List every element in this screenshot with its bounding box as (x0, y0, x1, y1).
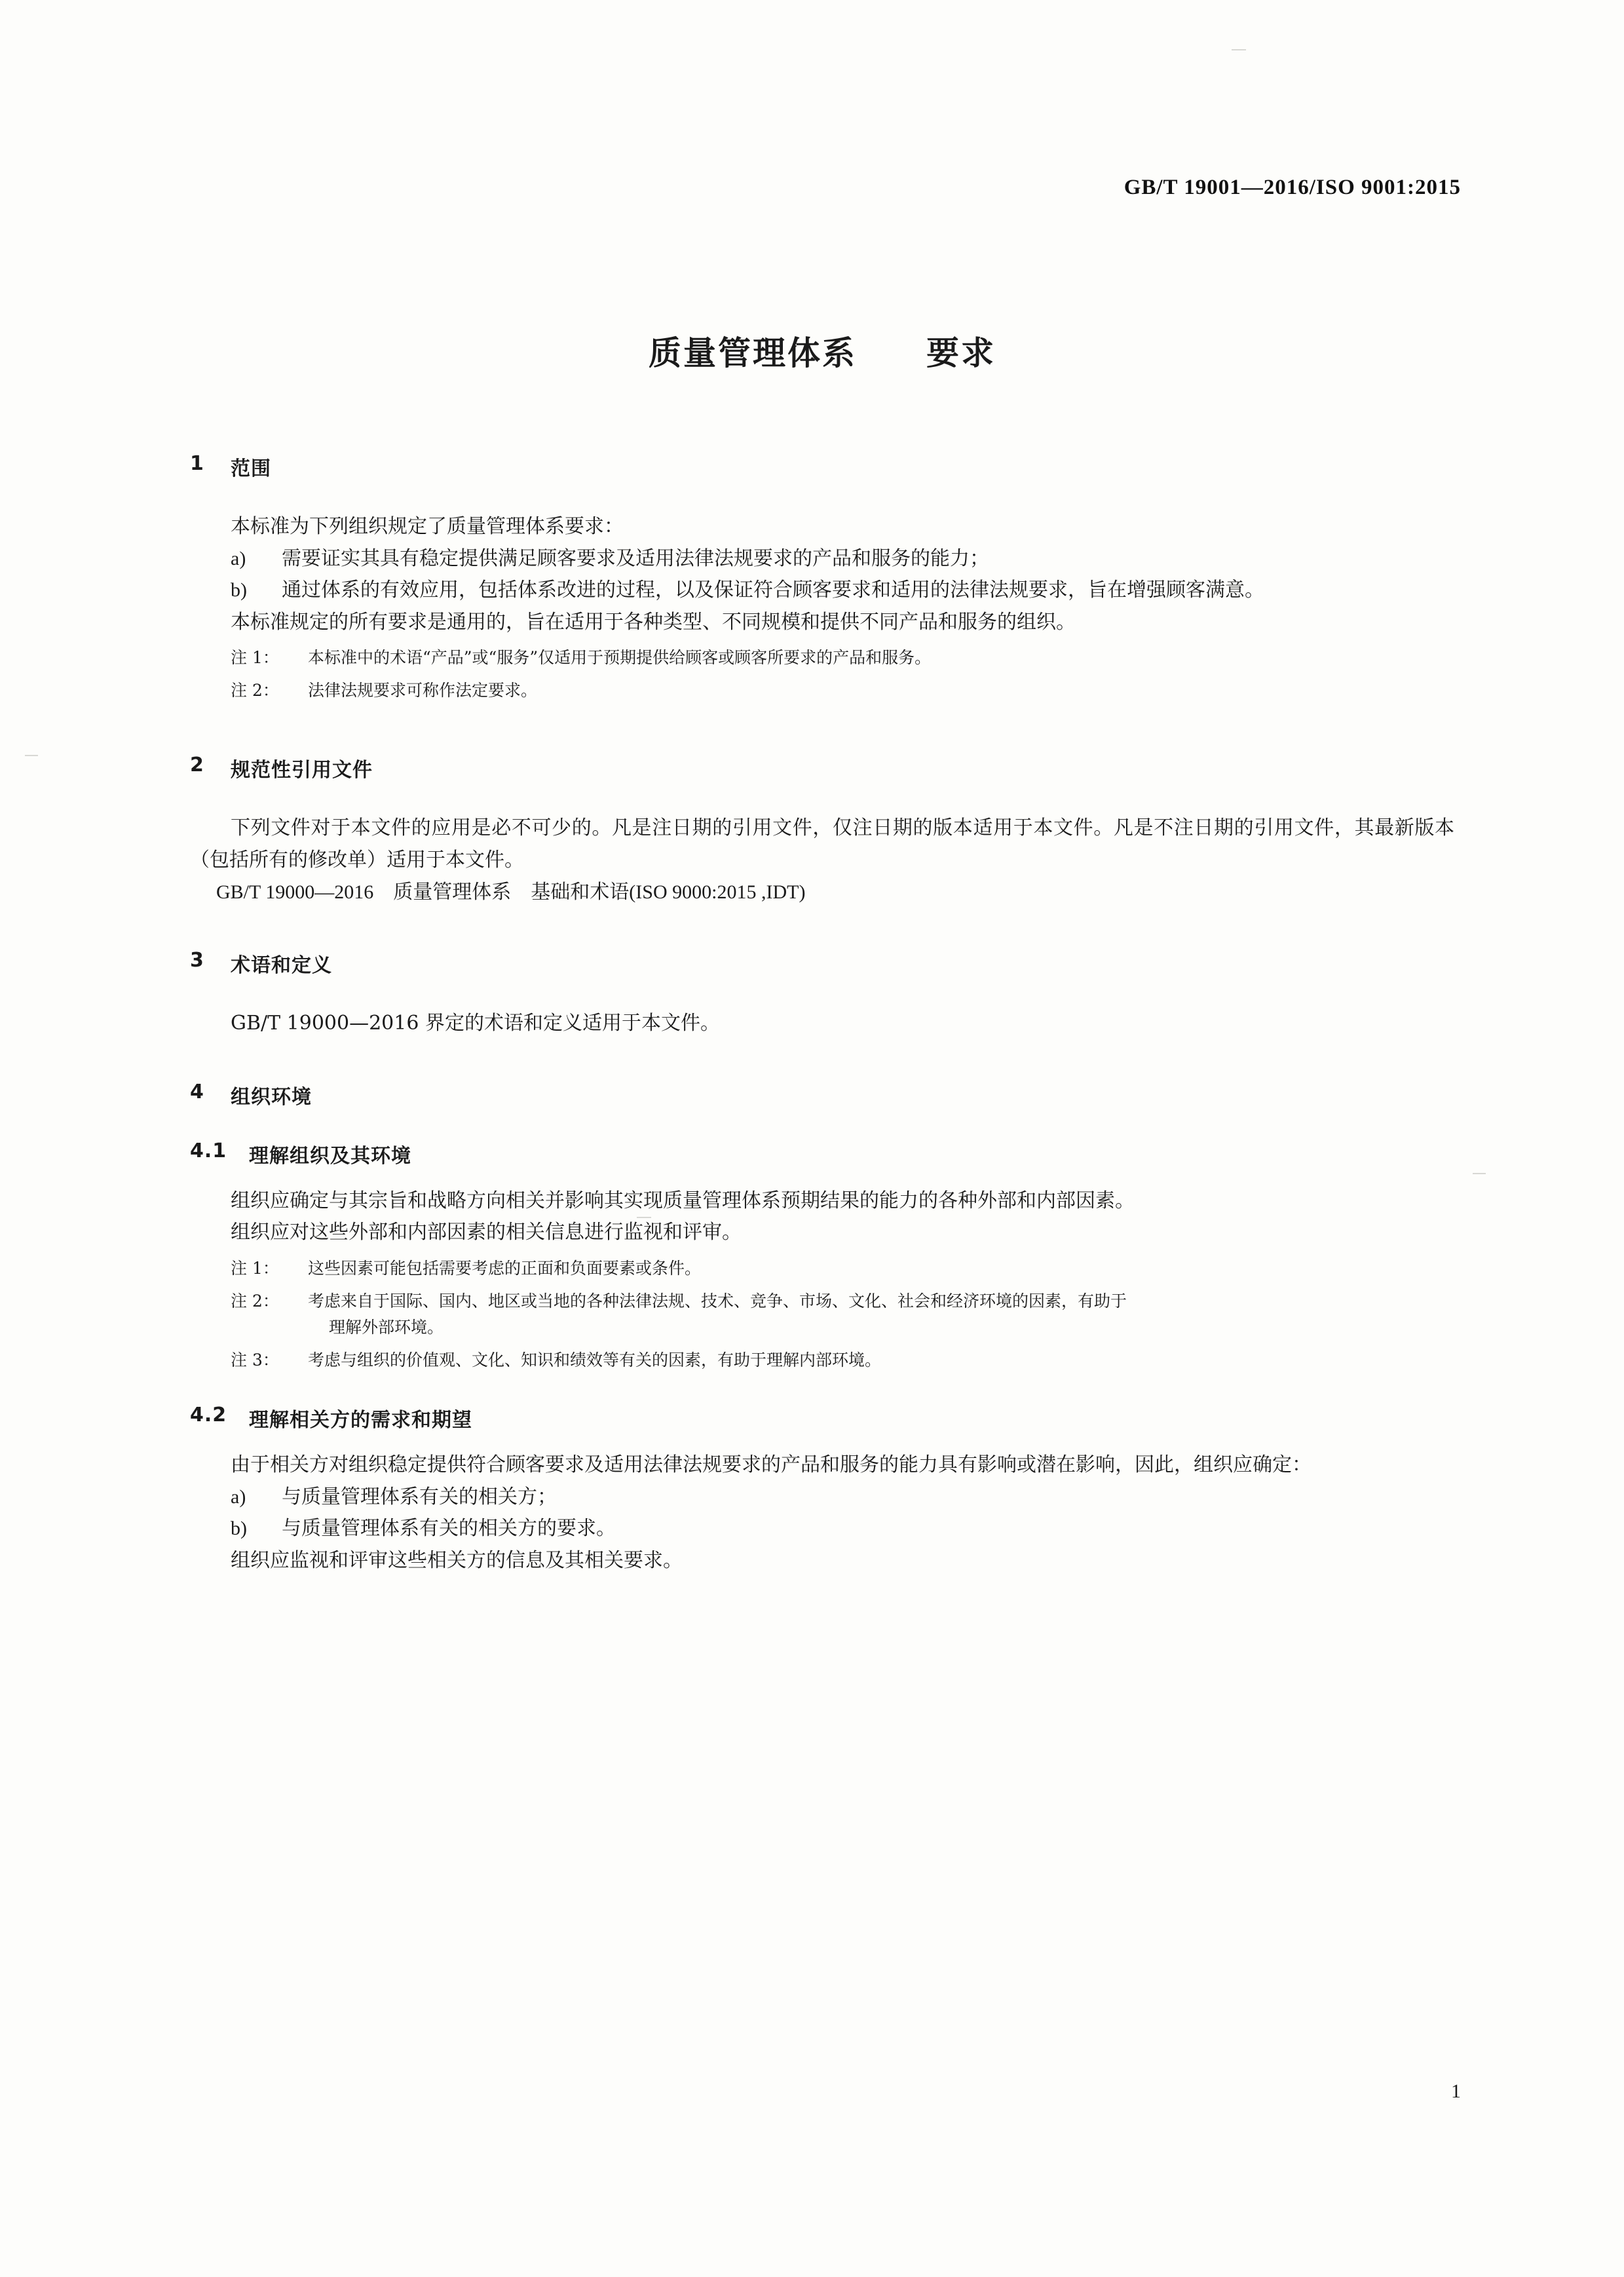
note-label: 注 3： (231, 1350, 279, 1369)
scan-artifact (1473, 1173, 1486, 1174)
clause-3-paragraph: GB/T 19000—2016 界定的术语和定义适用于本文件。 (231, 1012, 720, 1035)
list-marker: b) (231, 579, 247, 602)
clause-2-paragraph: 下列文件对于本文件的应用是必不可少的。凡是注日期的引用文件，仅注日期的版本适用于本文件。凡是不注日期的引用文件，其最新版本（包括所有的修改单）适用于本文件。 (190, 816, 1454, 871)
clause-title-1: 范围 (231, 457, 271, 480)
clause-heading-3 (190, 949, 1454, 978)
note-label: 注 1： (231, 648, 279, 668)
note-label: 注 2： (231, 1291, 279, 1311)
note-text-line-2: 理解外部环境。 (329, 1317, 444, 1337)
list-marker: a) (231, 1485, 246, 1508)
clause-1-closing: 本标准规定的所有要求是通用的，旨在适用于各种类型、不同规模和提供不同产品和服务的组织。 (231, 610, 1076, 634)
clause-4-2-paragraph-1: 由于相关方对组织稳定提供符合顾客要求及适用法律法规要求的产品和服务的能力具有影响或潜在影响，因此，组织应确定： (231, 1453, 1312, 1476)
note-text-line-1: 考虑来自于国际、国内、地区或当地的各种法律法规、技术、竞争、市场、文化、社会和经济环境的因素，有助于 (308, 1291, 1127, 1311)
clause-title-4-1: 理解组织及其环境 (249, 1144, 411, 1168)
clause-4-1-note-2 (231, 1288, 1454, 1341)
list-marker: b) (231, 1518, 247, 1540)
clause-1-item-a (231, 543, 1454, 575)
clause-title-2: 规范性引用文件 (231, 759, 373, 782)
clause-number-2: 2 (190, 754, 204, 777)
note-text: 本标准中的术语“产品”或“服务”仅适用于预期提供给顾客或顾客所要求的产品和服务。 (308, 648, 932, 668)
clause-number-1: 1 (190, 452, 204, 475)
clause-4-1-note-1 (231, 1255, 1454, 1282)
list-text: 与质量管理体系有关的相关方； (282, 1485, 557, 1508)
list-text: 通过体系的有效应用，包括体系改进的过程，以及保证符合顾客要求和适用的法律法规要求，旨在增强顾客满意。 (282, 579, 1264, 602)
page-header-standard-code: GB/T 19001—2016/ISO 9001:2015 (1124, 176, 1461, 199)
clause-heading-4-1 (190, 1139, 1454, 1168)
clause-4-2-closing: 组织应监视和评审这些相关方的信息及其相关要求。 (231, 1548, 683, 1572)
document-title: 质量管理体系 要求 (649, 334, 996, 372)
clause-1-item-b (231, 575, 1454, 607)
note-text (308, 1288, 1454, 1341)
page-number: 1 (1451, 2080, 1461, 2102)
scan-artifact (25, 755, 38, 756)
clause-heading-4-2 (190, 1404, 1454, 1432)
clause-4-2-item-a (231, 1482, 1454, 1514)
clause-heading-1 (190, 452, 1454, 481)
clause-number-4-1: 4.1 (190, 1139, 227, 1162)
note-text: 法律法规要求可称作法定要求。 (308, 681, 538, 700)
clause-4-2-item-b (231, 1513, 1454, 1545)
note-label: 注 1： (231, 1258, 279, 1278)
clause-title-3: 术语和定义 (231, 954, 332, 978)
clause-number-3: 3 (190, 949, 204, 972)
clause-number-4-2: 4.2 (190, 1403, 227, 1426)
document-body (190, 452, 1454, 1577)
clause-heading-4 (190, 1081, 1454, 1109)
clause-number-4: 4 (190, 1080, 204, 1103)
clause-4-1-note-3 (231, 1347, 1454, 1373)
clause-title-4-2: 理解相关方的需求和期望 (249, 1408, 472, 1432)
list-marker: a) (231, 547, 246, 569)
note-label: 注 2： (231, 681, 279, 700)
clause-4-1-paragraph-1: 组织应确定与其宗旨和战略方向相关并影响其实现质量管理体系预期结果的能力的各种外部和内部因素。 (231, 1189, 1135, 1212)
clause-heading-2 (190, 754, 1454, 782)
clause-2-reference: GB/T 19000—2016 质量管理体系 基础和术语(ISO 9000:2015 ,IDT) (216, 881, 806, 903)
clause-1-intro: 本标准为下列组织规定了质量管理体系要求： (231, 515, 624, 538)
note-text: 这些因素可能包括需要考虑的正面和负面要素或条件。 (308, 1258, 702, 1278)
list-text: 与质量管理体系有关的相关方的要求。 (282, 1517, 616, 1540)
clause-1-note-1 (231, 645, 1454, 671)
clause-4-1-paragraph-2: 组织应对这些外部和内部因素的相关信息进行监视和评审。 (231, 1221, 742, 1244)
clause-title-4: 组织环境 (231, 1085, 312, 1109)
clause-1-note-2 (231, 678, 1454, 704)
note-text: 考虑与组织的价值观、文化、知识和绩效等有关的因素，有助于理解内部环境。 (308, 1350, 882, 1369)
list-text: 需要证实其具有稳定提供满足顾客要求及适用法律法规要求的产品和服务的能力； (282, 546, 989, 570)
